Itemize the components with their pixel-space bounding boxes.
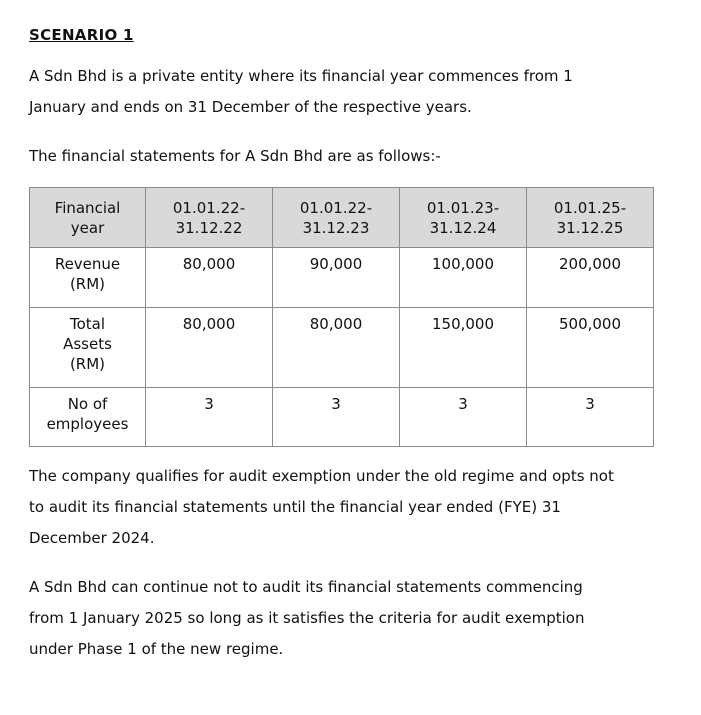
paragraph4-line-1: A Sdn Bhd can continue not to audit its financial statements commencing (29, 578, 583, 596)
label-line: (RM) (69, 355, 106, 373)
paragraph3-line-3: December 2024. (29, 529, 155, 547)
intro-paragraph (29, 61, 675, 123)
header-line: 31.12.25 (556, 219, 624, 237)
scenario-heading: SCENARIO 1 (29, 26, 134, 44)
label-line: Assets (63, 335, 112, 353)
table-cell: 90,000 (273, 248, 400, 308)
table-row-total-assets (30, 308, 654, 388)
table-cell: 3 (527, 388, 654, 447)
paragraph3-line-2: to audit its financial statements until the financial year ended (FYE) 31 (29, 498, 561, 516)
table-cell: 100,000 (400, 248, 527, 308)
new-regime-paragraph (29, 572, 675, 665)
header-line: Financial (54, 199, 121, 217)
header-line: 31.12.23 (302, 219, 370, 237)
header-financial-year (30, 188, 146, 248)
paragraph4-line-2: from 1 January 2025 so long as it satisfies the criteria for audit exemption (29, 609, 585, 627)
table-row-employees (30, 388, 654, 447)
table-cell: 500,000 (527, 308, 654, 388)
table-row-revenue (30, 248, 654, 308)
header-line: 31.12.24 (429, 219, 497, 237)
table-cell: 150,000 (400, 308, 527, 388)
label-line: Revenue (54, 255, 121, 273)
label-line: No of (67, 395, 108, 413)
audit-exemption-paragraph (29, 461, 675, 554)
statements-intro: The financial statements for A Sdn Bhd are as follows:- (29, 147, 441, 165)
table-header-row (30, 188, 654, 248)
header-period-3 (400, 188, 527, 248)
paragraph3-line-1: The company qualifies for audit exemption under the old regime and opts not (29, 467, 614, 485)
header-line: 31.12.22 (175, 219, 243, 237)
header-line: 01.01.22- (299, 199, 373, 217)
header-period-1 (146, 188, 273, 248)
header-line: year (70, 219, 105, 237)
table-cell: 80,000 (146, 248, 273, 308)
header-line: 01.01.23- (426, 199, 500, 217)
financial-statements-table (29, 187, 654, 447)
paragraph4-line-3: under Phase 1 of the new regime. (29, 640, 284, 658)
row-label-employees (30, 388, 146, 447)
row-label-revenue (30, 248, 146, 308)
intro-line-1: A Sdn Bhd is a private entity where its financial year commences from 1 (29, 67, 573, 85)
row-label-total-assets (30, 308, 146, 388)
header-period-4 (527, 188, 654, 248)
table-cell: 3 (273, 388, 400, 447)
table-cell: 3 (400, 388, 527, 447)
table-cell: 3 (146, 388, 273, 447)
header-line: 01.01.25- (553, 199, 627, 217)
intro-line-2: January and ends on 31 December of the respective years. (29, 98, 472, 116)
label-line: employees (46, 415, 129, 433)
header-period-2 (273, 188, 400, 248)
label-line: Total (69, 315, 106, 333)
table-cell: 80,000 (146, 308, 273, 388)
label-line: (RM) (69, 275, 106, 293)
header-line: 01.01.22- (172, 199, 246, 217)
table-cell: 200,000 (527, 248, 654, 308)
table-cell: 80,000 (273, 308, 400, 388)
